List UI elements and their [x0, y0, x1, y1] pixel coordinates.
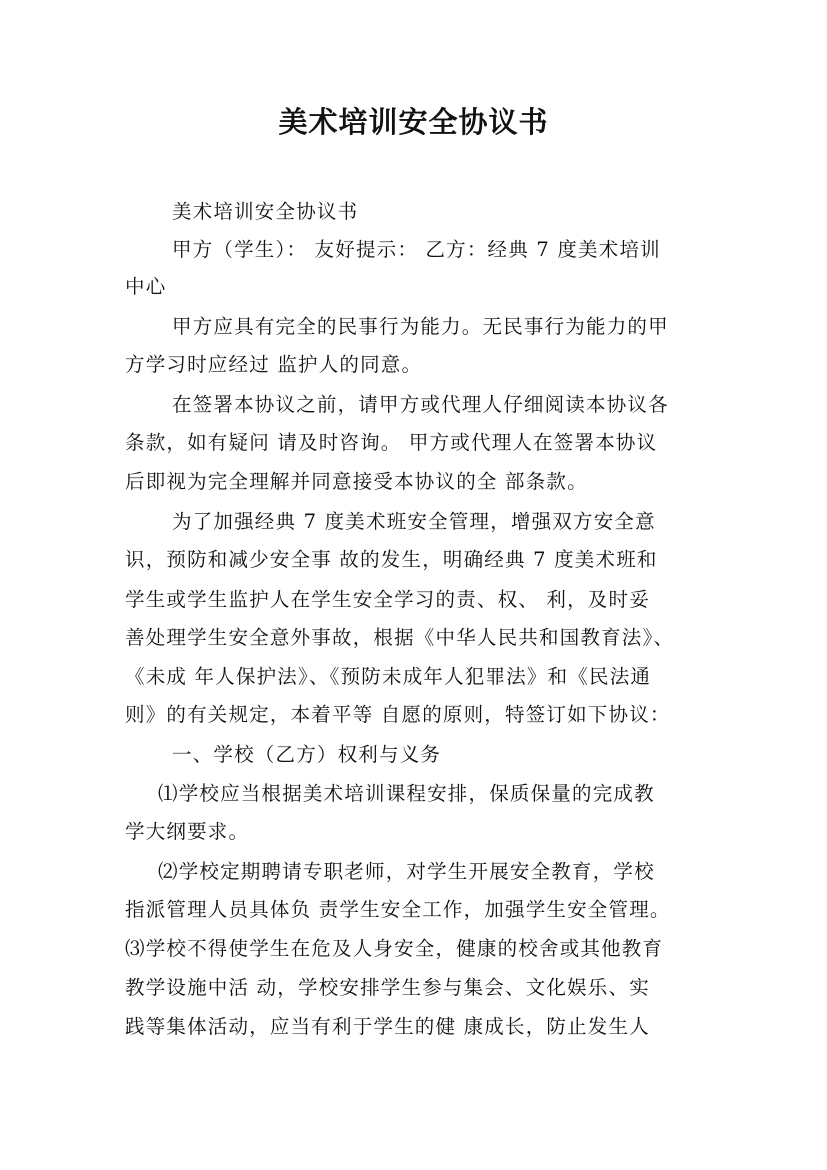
document-title: 美术培训安全协议书	[278, 105, 549, 139]
text-line: 学大纲要求。	[125, 820, 250, 843]
text-line: ⑵学校定期聘请专职老师，对学生开展安全教育，学校	[158, 860, 655, 883]
text-line: 在签署本协议之前，请甲方或代理人仔细阅读本协议各	[172, 393, 669, 416]
text-line: 学生或学生监护人在学生安全学习的责、权、 利，及时妥	[125, 588, 650, 611]
text-line: 甲方应具有完全的民事行为能力。无民事行为能力的甲	[172, 315, 669, 338]
text-line: 中心	[125, 275, 167, 298]
text-line: ⑴学校应当根据美术培训课程安排，保质保量的完成教	[158, 782, 655, 805]
text-line: 甲方（学生）： 友好提示： 乙方：经典 7 度美术培训	[172, 238, 661, 261]
text-line: 一、学校（乙方）权利与义务	[172, 743, 442, 766]
text-line: 教学设施中活 动，学校安排学生参与集会、文化娱乐、实	[125, 976, 650, 999]
text-line: 指派管理人员具体负 责学生安全工作，加强学生安全管理。	[125, 898, 671, 921]
text-line: 方学习时应经过 监护人的同意。	[125, 353, 423, 376]
text-line: 善处理学生安全意外事故，根据《中华人民共和国教育法》、	[125, 626, 675, 649]
text-line: 为了加强经典 7 度美术班安全管理，增强双方安全意	[172, 510, 656, 533]
text-line: 《未成 年人保护法》、《预防未成年人犯罪法》和《民法通	[125, 665, 652, 688]
text-line: 美术培训安全协议书	[172, 200, 359, 223]
text-line: 识，预防和减少安全事 故的发生，明确经典 7 度美术班和	[125, 548, 658, 571]
text-line: 践等集体活动，应当有利于学生的健 康成长，防止发生人	[125, 1015, 650, 1038]
text-line: 后即视为完全理解并同意接受本协议的全 部条款。	[125, 470, 588, 493]
text-line: 则》的有关规定，本着平等 自愿的原则，特签订如下协议：	[125, 703, 671, 726]
text-line: ⑶学校不得使学生在危及人身安全，健康的校舍或其他教育	[125, 937, 664, 960]
text-line: 条款，如有疑问 请及时咨询。 甲方或代理人在签署本协议	[125, 431, 658, 454]
